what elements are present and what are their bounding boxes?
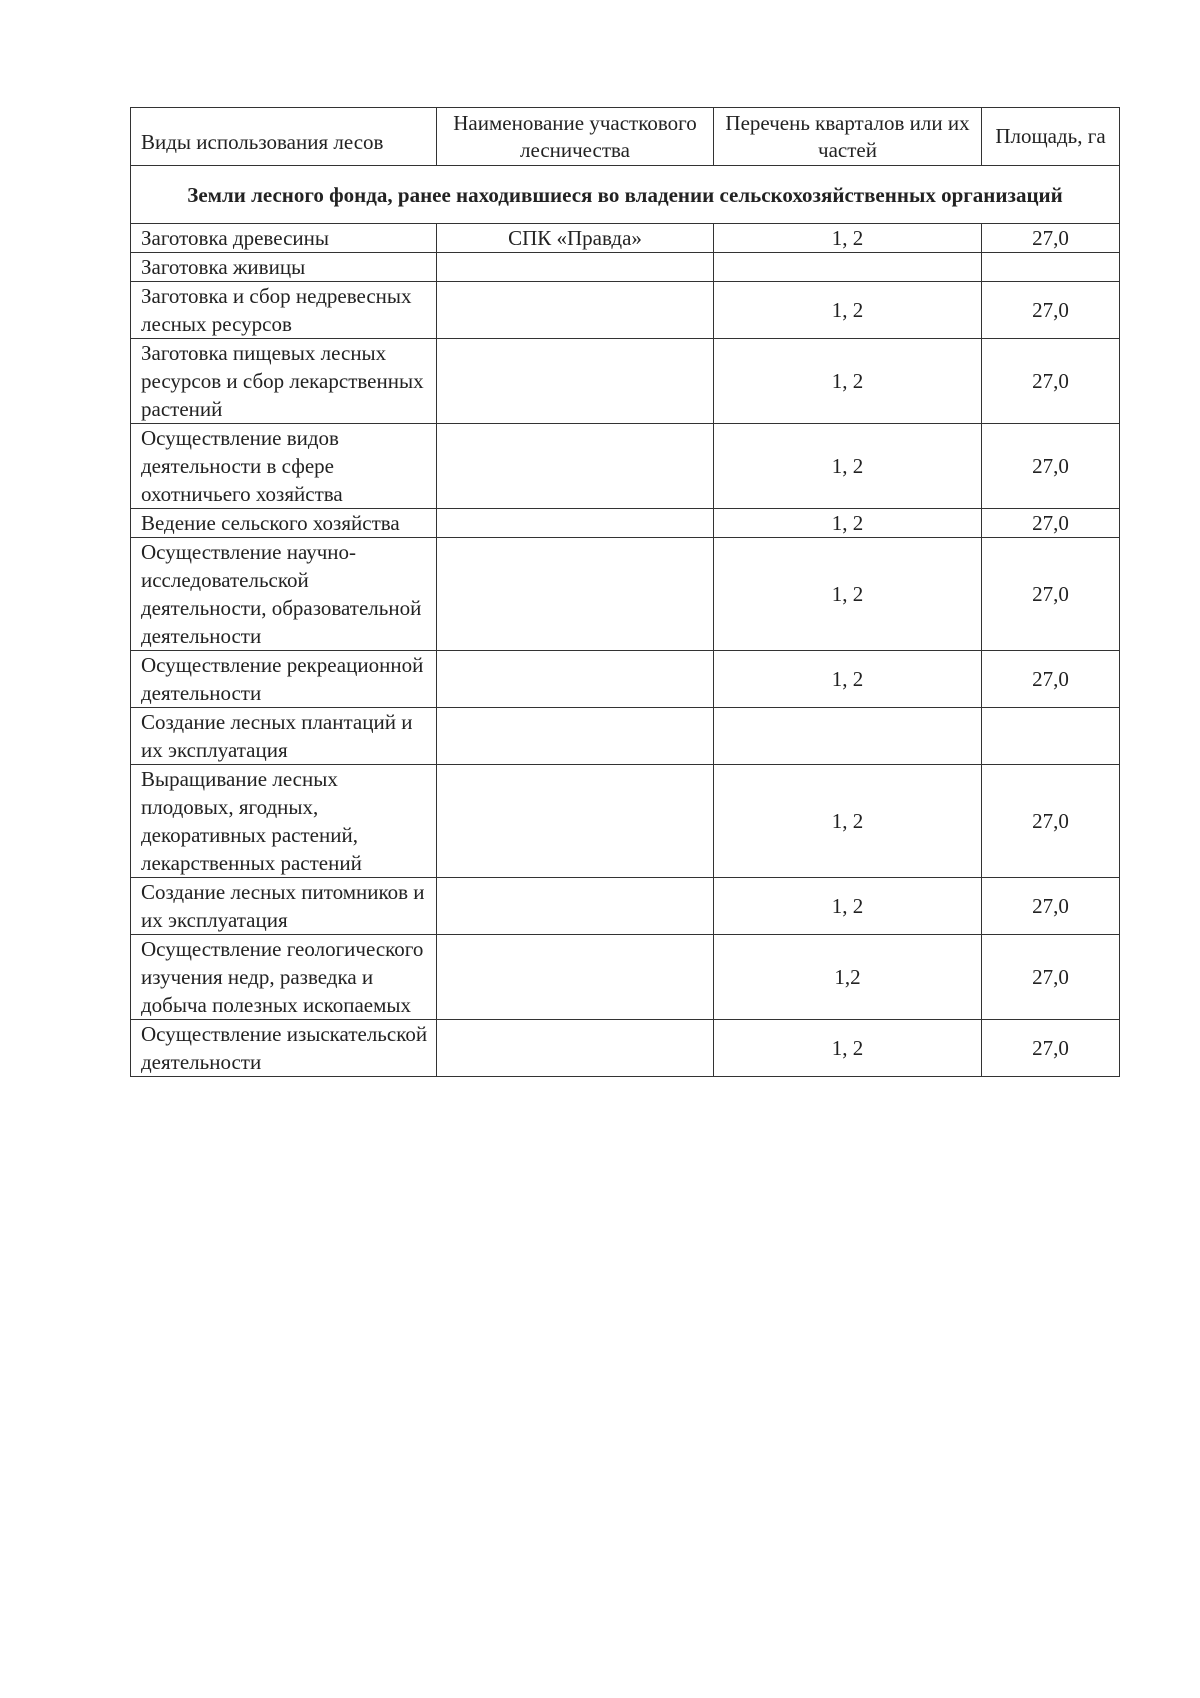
table-row: [131, 878, 1120, 935]
usage-type-cell: Осуществление научно-исследовательской деятельности, образовательной деятельности: [131, 538, 437, 651]
usage-type-cell: Осуществление изыскательской деятельности: [131, 1020, 437, 1077]
table-header-row: [131, 108, 1120, 166]
forest-usage-table: [130, 107, 1120, 1077]
area-cell: 27,0: [982, 651, 1120, 708]
table-row: [131, 765, 1120, 878]
quarters-cell: 1, 2: [714, 339, 982, 424]
quarters-cell: [714, 253, 982, 282]
quarters-cell: 1, 2: [714, 1020, 982, 1077]
quarters-cell: 1, 2: [714, 765, 982, 878]
quarters-cell: 1, 2: [714, 424, 982, 509]
area-cell: 27,0: [982, 765, 1120, 878]
area-cell: 27,0: [982, 339, 1120, 424]
forestry-cell: [437, 538, 714, 651]
forestry-cell: СПК «Правда»: [437, 224, 714, 253]
section-row: [131, 166, 1120, 224]
table-row: [131, 339, 1120, 424]
usage-type-cell: Осуществление рекреационной деятельности: [131, 651, 437, 708]
forestry-cell: [437, 424, 714, 509]
header-area: Площадь, га: [982, 108, 1120, 166]
forestry-cell: [437, 765, 714, 878]
quarters-cell: 1, 2: [714, 878, 982, 935]
forestry-cell: [437, 339, 714, 424]
forestry-cell: [437, 1020, 714, 1077]
quarters-cell: 1, 2: [714, 224, 982, 253]
area-cell: [982, 253, 1120, 282]
usage-type-cell: Осуществление видов деятельности в сфере охотничьего хозяйства: [131, 424, 437, 509]
table-row: [131, 538, 1120, 651]
quarters-cell: 1, 2: [714, 538, 982, 651]
table-row: [131, 651, 1120, 708]
header-usage-type: Виды использования лесов: [131, 108, 437, 166]
quarters-cell: [714, 708, 982, 765]
forestry-cell: [437, 878, 714, 935]
usage-type-cell: Заготовка пищевых лесных ресурсов и сбор лекарственных растений: [131, 339, 437, 424]
area-cell: 27,0: [982, 424, 1120, 509]
usage-type-cell: Ведение сельского хозяйства: [131, 509, 437, 538]
quarters-cell: 1, 2: [714, 282, 982, 339]
area-cell: 27,0: [982, 1020, 1120, 1077]
usage-type-cell: Заготовка живицы: [131, 253, 437, 282]
usage-type-cell: Осуществление геологического изучения недр, разведка и добыча полезных ископаемых: [131, 935, 437, 1020]
header-forestry-name: Наименование участкового лесничества: [437, 108, 714, 166]
quarters-cell: 1, 2: [714, 651, 982, 708]
table-row: [131, 424, 1120, 509]
table-row: [131, 253, 1120, 282]
header-quarters-list: Перечень кварталов или их частей: [714, 108, 982, 166]
table-row: [131, 224, 1120, 253]
area-cell: 27,0: [982, 282, 1120, 339]
section-title: Земли лесного фонда, ранее находившиеся во владении сельскохозяйственных организаций: [131, 166, 1120, 224]
usage-type-cell: Выращивание лесных плодовых, ягодных, декоративных растений, лекарственных растений: [131, 765, 437, 878]
area-cell: 27,0: [982, 935, 1120, 1020]
forestry-cell: [437, 708, 714, 765]
forestry-cell: [437, 651, 714, 708]
table-row: [131, 282, 1120, 339]
quarters-cell: 1, 2: [714, 509, 982, 538]
forestry-cell: [437, 509, 714, 538]
quarters-cell: 1,2: [714, 935, 982, 1020]
usage-type-cell: Заготовка и сбор недревесных лесных ресурсов: [131, 282, 437, 339]
forestry-cell: [437, 935, 714, 1020]
forestry-cell: [437, 253, 714, 282]
usage-type-cell: Создание лесных питомников и их эксплуатация: [131, 878, 437, 935]
table-row: [131, 708, 1120, 765]
forestry-cell: [437, 282, 714, 339]
table-row: [131, 509, 1120, 538]
area-cell: 27,0: [982, 509, 1120, 538]
table-row: [131, 1020, 1120, 1077]
area-cell: [982, 708, 1120, 765]
area-cell: 27,0: [982, 538, 1120, 651]
area-cell: 27,0: [982, 224, 1120, 253]
usage-type-cell: Создание лесных плантаций и их эксплуатация: [131, 708, 437, 765]
area-cell: 27,0: [982, 878, 1120, 935]
usage-type-cell: Заготовка древесины: [131, 224, 437, 253]
table-row: [131, 935, 1120, 1020]
